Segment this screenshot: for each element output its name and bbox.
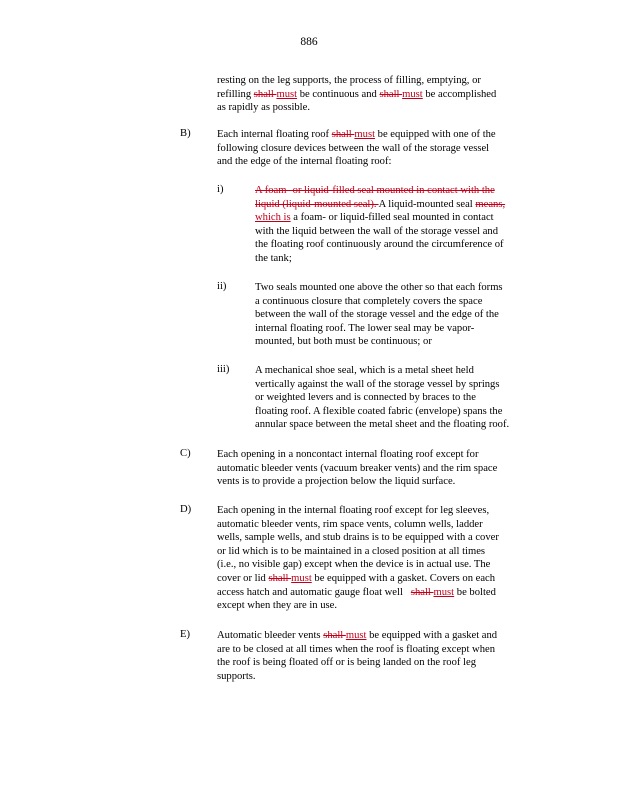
text-run: A liquid-mounted seal [378,198,476,210]
deleted-text: shall [268,572,292,584]
item-e-paragraph [217,629,497,683]
text-line: Each opening in the internal floating roof except for leg sleeves, [217,505,490,516]
text-line: vents is to provide a projection below the liquid surface. [217,476,456,488]
text-line: (i.e., no visible gap) except when the device is in actual use. The [217,559,491,571]
text-run: a foam- or liquid-filled seal mounted in contact [290,212,494,224]
text-run: Each internal floating roof [217,129,332,140]
text-line: the floating roof continuously around the circumference of [255,239,504,251]
text-line: the tank; [255,252,292,264]
text-line: with the liquid between the wall of the storage vessel and [255,225,498,237]
text-line: internal floating roof. The lower seal may be vapor- [255,322,475,334]
inserted-text: must [433,586,455,598]
deleted-text: shall [410,586,434,598]
text-line: A mechanical shoe seal, which is a metal sheet held [255,365,474,376]
text-line: wells, sample wells, and stub drains is to be equipped with a cover [217,532,499,544]
text-line: are to be closed at all times when the roof is floating except when [217,643,495,655]
text-line: resting on the leg supports, the process of filling, emptying, or [217,75,481,86]
item-d-paragraph [217,504,499,613]
text-run: refilling [217,88,254,100]
text-line: or lid which is to be maintained in a closed position at all times [217,545,486,557]
item-b-label: B) [180,128,191,139]
inserted-text: which is [255,212,291,224]
inserted-text: must [345,630,367,641]
text-run: access hatch and automatic gauge float well [217,586,411,598]
sub-i-paragraph [255,184,505,266]
continuation-paragraph [217,74,496,115]
text-line: supports. [217,670,256,682]
deleted-text: shall [253,88,277,100]
inserted-text: must [276,88,298,100]
text-line: as rapidly as possible. [217,102,310,114]
inserted-text: must [354,129,376,140]
deleted-text: A foam- or liquid-filled seal mounted in contact with the [255,185,495,196]
text-run: cover or lid [217,572,269,584]
item-b-paragraph [217,128,496,169]
text-line: Each opening in a noncontact internal floating roof except for [217,449,479,460]
text-run: be bolted [454,586,496,598]
text-line [255,211,505,225]
text-line [217,629,497,643]
inserted-text: must [291,572,312,584]
text-run: be equipped with a gasket and [366,630,498,641]
text-run: be continuous and [297,88,380,100]
page-number: 886 [300,36,318,48]
text-line: vertically against the wall of the storage vessel by springs [255,378,500,390]
deleted-text: shall [379,88,403,100]
sub-iii-label: iii) [217,364,230,375]
text-line: and the edge of the internal floating roof: [217,156,392,168]
item-c-label: C) [180,448,191,459]
deleted-text: shall [323,630,346,641]
sub-i-label: i) [217,184,224,195]
text-line: annular space between the metal sheet and the floating roof. [255,419,510,431]
text-line: or weighted levers and is connected by braces to the [255,392,476,404]
sub-iii-paragraph [255,364,509,432]
text-line: between the wall of the storage vessel and the edge of the [255,309,499,321]
item-e-label: E) [180,629,190,640]
deleted-text: means, [475,198,506,210]
text-line: the roof is being floated off or is being landed on the roof leg [217,657,476,669]
item-c-paragraph [217,448,497,489]
text-run: be accomplished [422,88,497,100]
text-line [217,586,499,600]
text-line: following closure devices between the wall of the storage vessel [217,142,490,154]
text-line: mounted, but both must be continuous; or [255,336,432,348]
text-line: automatic bleeder vents (vacuum breaker vents) and the rim space [217,462,498,474]
deleted-text: shall [331,129,355,140]
text-line: floating roof. A flexible coated fabric (envelope) spans the [255,405,503,417]
text-run: be equipped with a gasket. Covers on each [311,572,496,584]
text-run: be equipped with one of the [375,129,496,140]
deleted-text: liquid (liquid-mounted seal). [255,198,379,210]
sub-ii-paragraph [255,281,503,349]
text-line: except when they are in use. [217,600,338,612]
text-line: automatic bleeder vents, rim space vents, column wells, ladder [217,518,483,530]
text-line: a continuous closure that completely covers the space [255,295,483,307]
text-line [217,128,496,142]
text-line [255,198,505,212]
item-d-label: D) [180,504,192,515]
inserted-text: must [402,88,423,100]
text-line [217,572,499,586]
text-run: Automatic bleeder vents [217,630,324,641]
sub-ii-label: ii) [217,281,227,292]
text-line: Two seals mounted one above the other so that each forms [255,282,503,293]
text-line [217,88,496,102]
